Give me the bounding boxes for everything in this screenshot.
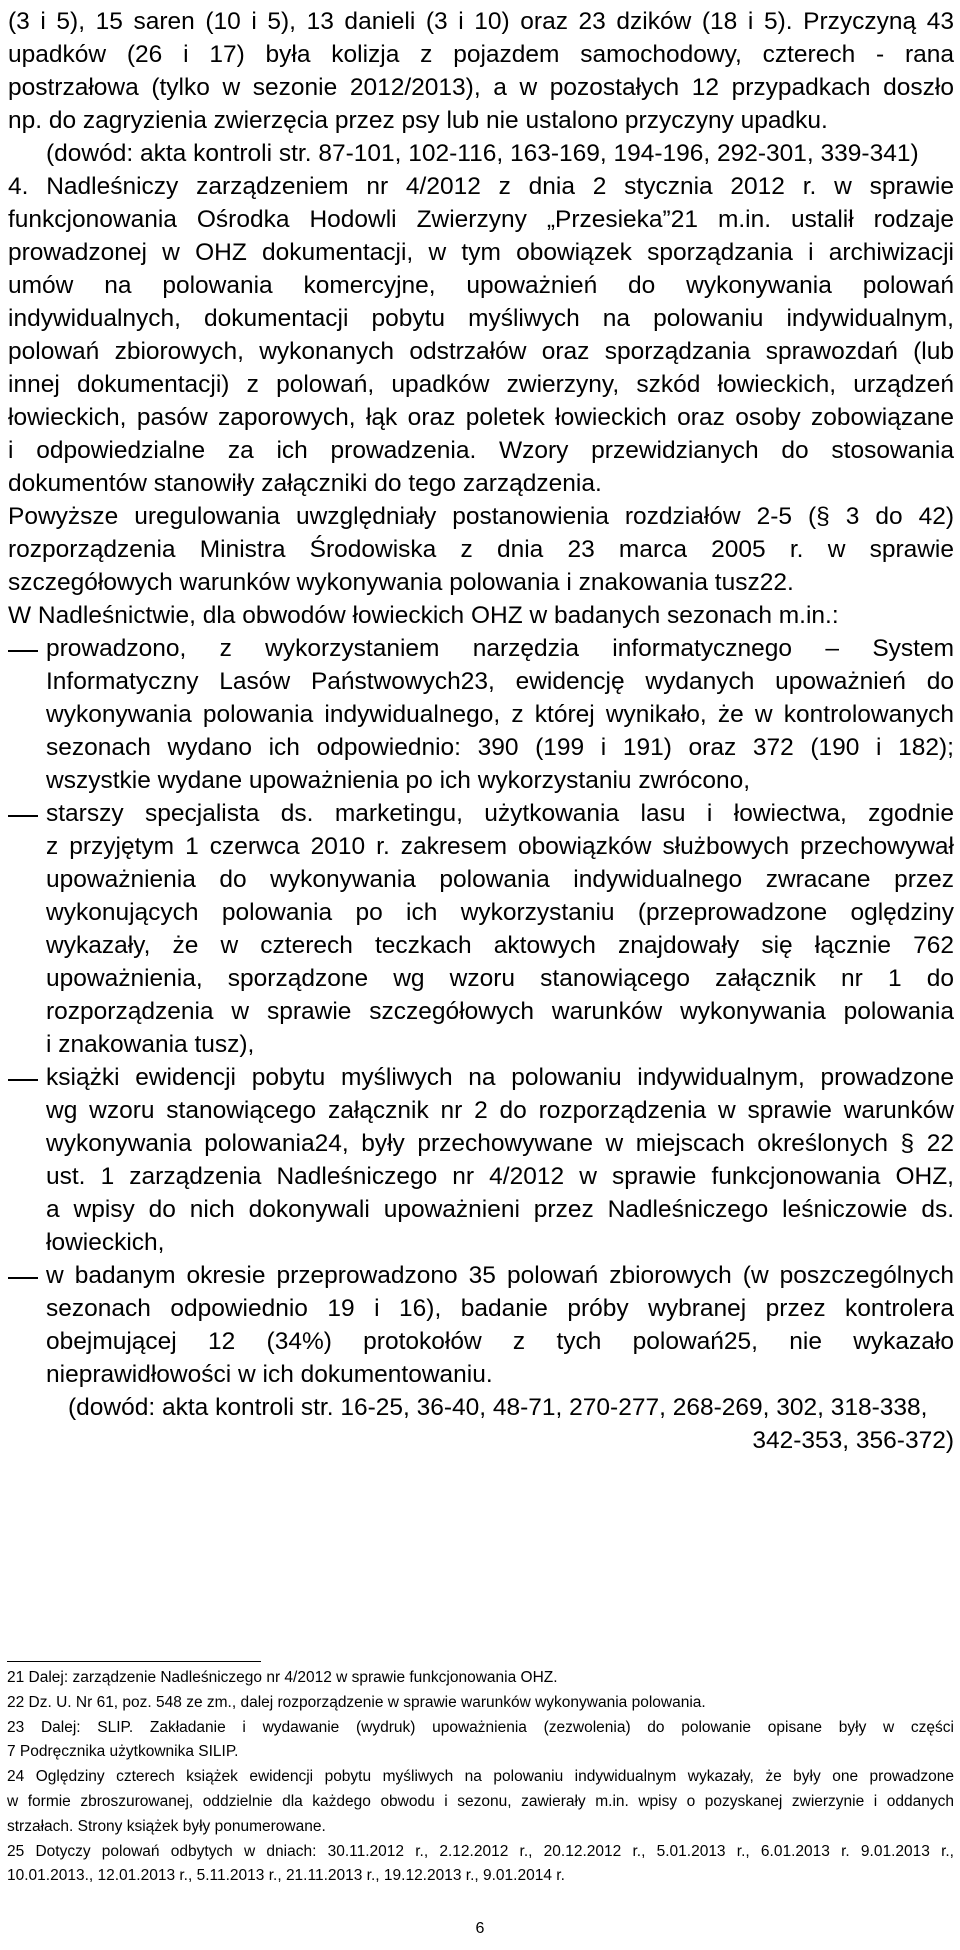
text-line-content: z przyjętym 1 czerwca 2010 r. zakresem obowiązków służbowych przechowywał (46, 833, 954, 860)
text-line-content: wykonywania polowania indywidualnego, z której wynikało, że w kontrolowanych (46, 701, 954, 728)
text-line-content: (3 i 5), 15 saren (10 i 5), 13 danieli (3 i 10) oraz 23 dzików (18 i 5). Przyczyną 43 (8, 8, 954, 35)
text-line-content: łowieckich, (46, 1229, 165, 1256)
text-line-content: a wpisy do nich dokonywali upoważnieni przez Nadleśniczego leśniczowie ds. (46, 1196, 954, 1223)
footnote-text: strzałach. Strony książek były ponumerowane. (7, 1817, 326, 1835)
text-line-content: wykonywania polowania24, były przechowywane w miejscach określonych § 22 (46, 1130, 954, 1157)
text-line-content: funkcjonowania Ośrodka Hodowli Zwierzyny „Przesieka”21 m.in. ustalił rodzaje (8, 206, 954, 233)
page-number: 6 (475, 1920, 485, 1937)
text-line-content: dokumentów stanowiły załączniki do tego zarządzenia. (8, 470, 602, 497)
text-line-content: polowań zbiorowych, wykonanych odstrzałów oraz sporządzania sprawozdań (lub (8, 338, 954, 365)
text-line-content: i znakowania tusz), (46, 1031, 255, 1058)
footnote-text: 21 Dalej: zarządzenie Nadleśniczego nr 4/2012 w sprawie funkcjonowania OHZ. (7, 1669, 558, 1686)
text-line-content: sezonach odpowiednio 19 i 16), badanie próby wybranej przez kontrolera (46, 1295, 954, 1322)
text-line-content: (dowód: akta kontroli str. 16-25, 36-40, 48-71, 270-277, 268-269, 302, 318-338, (68, 1394, 928, 1421)
text-line-content: szczegółowych warunków wykonywania polowania i znakowania tusz22. (8, 569, 794, 596)
footnote-text: 7 Podręcznika użytkownika SILIP. (7, 1743, 239, 1761)
text-line-content: prowadzono, z wykorzystaniem narzędzia informatycznego – System (46, 635, 954, 662)
text-line-content: rozporządzenia w sprawie szczegółowych warunków wykonywania polowania (46, 998, 954, 1025)
text-line-content: 342-353, 356-372) (752, 1427, 954, 1454)
footnote-text: 25 Dotyczy polowań odbytych w dniach: 30.11.2012 r., 2.12.2012 r., 20.12.2012 r., 5.01.2013 r., 6.01.2013 r. 9.01.2013 r., (7, 1842, 954, 1860)
list-dash-icon (8, 815, 38, 817)
text-line-content: upoważnienia, sporządzone wg wzoru stanowiącego załącznik nr 1 do (46, 965, 954, 992)
text-line-content: Informatyczny Lasów Państwowych23, ewidencję wydanych upoważnień do (46, 668, 954, 695)
text-line-content: indywidualnych, dokumentacji pobytu myśliwych na polowaniu indywidualnym, (8, 305, 954, 332)
text-line-content: sezonach wydano ich odpowiednio: 390 (199 i 191) oraz 372 (190 i 182); (46, 734, 954, 761)
text-line-content: rozporządzenia Ministra Środowiska z dnia 23 marca 2005 r. w sprawie (8, 536, 954, 563)
text-line-content: upadków (26 i 17) była kolizja z pojazdem samochodowy, czterech - rana (8, 41, 954, 68)
text-line-content: (dowód: akta kontroli str. 87-101, 102-116, 163-169, 194-196, 292-301, 339-341) (46, 140, 919, 167)
list-dash-icon (8, 1277, 38, 1279)
text-line-content: 4. Nadleśniczy zarządzeniem nr 4/2012 z dnia 2 stycznia 2012 r. w sprawie (8, 173, 954, 200)
text-line-content: umów na polowania komercyjne, upoważnień do wykonywania polowań (8, 272, 954, 299)
text-line-content: prowadzonej w OHZ dokumentacji, w tym obowiązek sporządzania i archiwizacji (8, 239, 954, 266)
text-line-content: łowieckich, pasów zaporowych, łąk oraz poletek łowieckich oraz osoby zobowiązane (8, 404, 954, 431)
list-dash-icon (8, 1079, 38, 1081)
text-line-content: np. do zagryzienia zwierzęcia przez psy lub nie ustalono przyczyny upadku. (8, 107, 828, 134)
text-line-content: starszy specjalista ds. marketingu, użytkowania lasu i łowiectwa, zgodnie (46, 800, 954, 827)
list-dash-icon (8, 650, 38, 652)
text-line-content: upoważnienia do wykonywania polowania indywidualnego zwracane przez (46, 866, 954, 893)
text-line-content: wykazały, że w czterech teczkach aktowych znajdowały się łącznie 762 (46, 932, 954, 959)
text-line-content: wszystkie wydane upoważnienia po ich wykorzystaniu zwrócono, (46, 767, 751, 794)
text-line-content: w badanym okresie przeprowadzono 35 polowań zbiorowych (w poszczególnych (46, 1262, 954, 1289)
text-line-content: wykonujących polowania po ich wykorzystaniu (przeprowadzone oględziny (46, 899, 954, 926)
text-line-content: i odpowiedzialne za ich prowadzenia. Wzory przewidzianych do stosowania (8, 437, 954, 464)
text-line-content: książki ewidencji pobytu myśliwych na polowaniu indywidualnym, prowadzone (46, 1064, 954, 1091)
footnote-separator (7, 1661, 261, 1662)
text-line-content: nieprawidłowości w ich dokumentowaniu. (46, 1361, 493, 1388)
text-line-content: postrzałowa (tylko w sezonie 2012/2013), a w pozostałych 12 przypadkach doszło (8, 74, 954, 101)
text-line-content: Powyższe uregulowania uwzględniały postanowienia rozdziałów 2-5 (§ 3 do 42) (8, 503, 954, 530)
footnote-text: 23 Dalej: SLIP. Zakładanie i wydawanie (wydruk) upoważnienia (zezwolenia) do polowanie opisane były w części (7, 1718, 954, 1736)
text-line-content: innej dokumentacji) z polowań, upadków zwierzyny, szkód łowieckich, urządzeń (8, 371, 954, 398)
footnote-text: 24 Oględziny czterech książek ewidencji pobytu myśliwych na polowaniu indywidualnym wykazały, że były one prowadzone (7, 1768, 954, 1786)
text-line-content: obejmującej 12 (34%) protokołów z tych polowań25, nie wykazało (46, 1328, 954, 1355)
footnote-text: 10.01.2013., 12.01.2013 r., 5.11.2013 r., 21.11.2013 r., 19.12.2013 r., 9.01.2014 r. (7, 1867, 565, 1885)
text-line-content: wg wzoru stanowiącego załącznik nr 2 do rozporządzenia w sprawie warunków (46, 1097, 954, 1124)
text-line-content: W Nadleśnictwie, dla obwodów łowieckich OHZ w badanych sezonach m.in.: (8, 602, 839, 629)
text-line-content: ust. 1 zarządzenia Nadleśniczego nr 4/2012 w sprawie funkcjonowania OHZ, (46, 1163, 954, 1190)
footnote-text: w formie zbroszurowanej, oddzielnie dla każdego obwodu i sezonu, zawierały m.in. wpisy o pozyskanej zwierzynie i oddanych (7, 1793, 954, 1810)
footnote-text: 22 Dz. U. Nr 61, poz. 548 ze zm., dalej rozporządzenie w sprawie warunków wykonywania polowania. (7, 1693, 706, 1711)
